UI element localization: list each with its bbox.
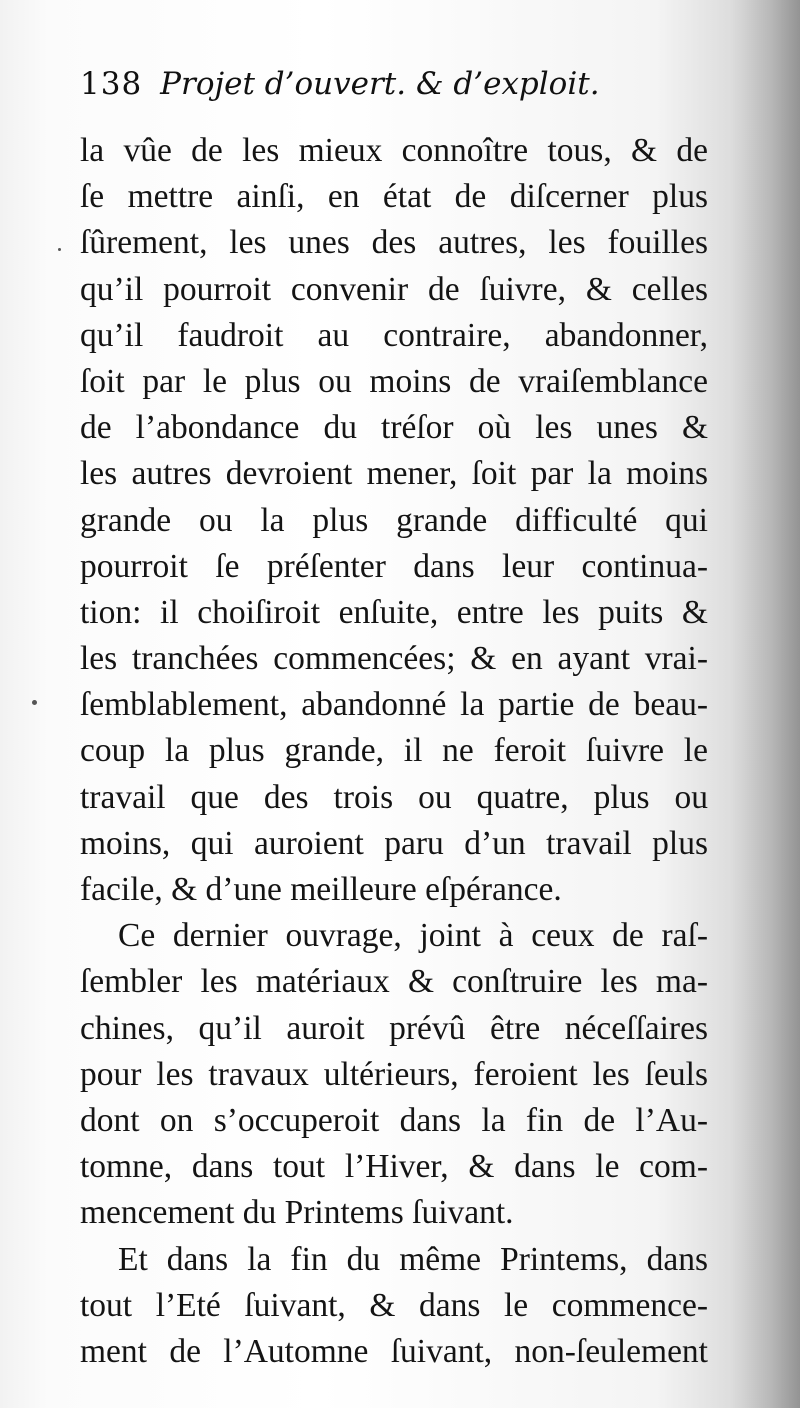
text-line: ſûrement, les unes des autres, les fouilles xyxy=(80,224,708,262)
text-line: tout l’Eté ſuivant, & dans le commence- xyxy=(80,1286,708,1324)
text-line: ſemblablement, abandonné la partie de beau- xyxy=(80,686,708,724)
text-line: tomne, dans tout l’Hiver, & dans le com- xyxy=(80,1148,708,1186)
page-number: 138 xyxy=(80,66,143,102)
text-line: dont on s’occuperoit dans la fin de l’Au- xyxy=(80,1101,708,1139)
text-line: Ce dernier ouvrage, joint à ceux de raſ- xyxy=(118,917,708,955)
text-line: coup la plus grande, il ne feroit ſuivre le xyxy=(80,732,708,770)
text-line: ſembler les matériaux & conſtruire les ma- xyxy=(80,963,708,1001)
paragraph-3 xyxy=(80,1237,708,1376)
text-line: travail que des trois ou quatre, plus ou xyxy=(80,778,708,816)
ink-speck xyxy=(58,248,61,251)
page-edge-shadow xyxy=(730,0,800,1408)
ink-speck xyxy=(32,700,37,705)
text-line: ſoit par le plus ou moins de vraiſemblance xyxy=(80,362,708,400)
text-line: les tranchées commencées; & en ayant vrai- xyxy=(80,640,708,678)
text-line: mencement du Printems ſuivant. xyxy=(80,1194,514,1232)
text-line: chines, qu’il auroit prévû être néceſſaires xyxy=(80,1009,708,1047)
text-line: la vûe de les mieux connoître tous, & de xyxy=(80,132,708,169)
text-line: ſe mettre ainſi, en état de diſcerner plus xyxy=(80,178,708,216)
text-line: qu’il pourroit convenir de ſuivre, & celles xyxy=(80,270,708,308)
text-line: pourroit ſe préſenter dans leur continua- xyxy=(80,547,708,585)
text-line: les autres devroient mener, ſoit par la moins xyxy=(80,455,708,493)
text-line: tion: il choiſiroit enſuite, entre les puits & xyxy=(80,593,708,631)
text-line: qu’il faudroit au contraire, abandonner, xyxy=(80,316,708,354)
text-line: facile, & d’une meilleure eſpérance. xyxy=(80,871,562,908)
text-line: moins, qui auroient paru d’un travail plus xyxy=(80,824,708,862)
text-line: pour les travaux ultérieurs, feroient les ſeuls xyxy=(80,1055,708,1093)
page-header xyxy=(80,66,720,118)
text-line: grande ou la plus grande difficulté qui xyxy=(80,501,708,539)
paragraph-1 xyxy=(80,128,708,913)
text-line: Et dans la fin du même Printems, dans xyxy=(118,1240,708,1278)
text-line: ment de l’Automne ſuivant, non-ſeulement xyxy=(80,1332,708,1370)
paragraph-2 xyxy=(80,913,708,1236)
text-line: de l’abondance du tréſor où les unes & xyxy=(80,409,708,447)
body-text xyxy=(80,128,708,1375)
running-title: Projet d’ouvert. & d’exploit. xyxy=(160,66,600,102)
